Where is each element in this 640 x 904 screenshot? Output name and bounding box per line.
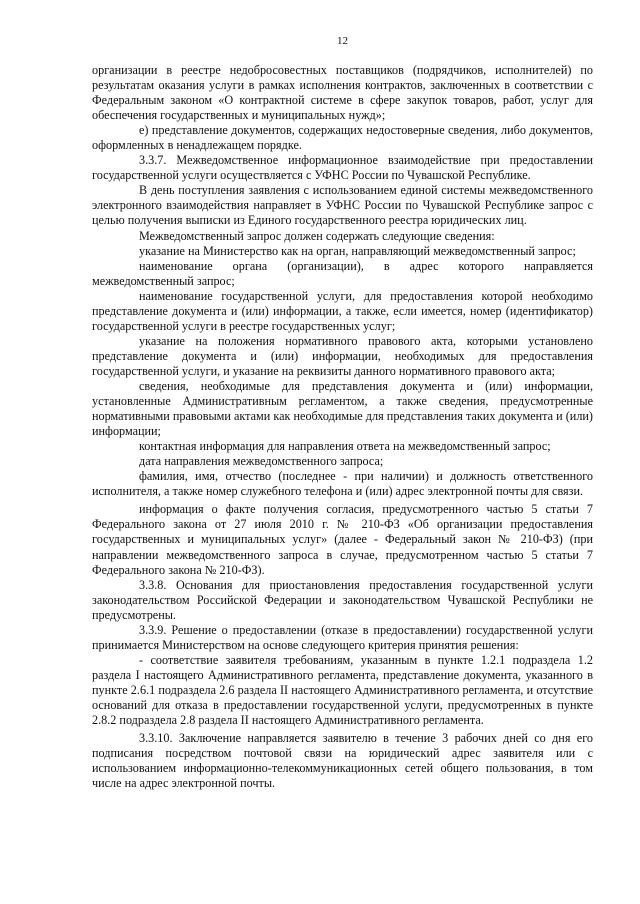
paragraph-list-date: дата направления межведомственного запроса; (139, 454, 384, 469)
paragraph-list-consent: информация о факте получения согласия, предусмотренного частью 5 статьи 7 Федерального закона от 27 июля 2010 г. № 210-ФЗ «Об организации предоставления государственных и муниципальных услуг» (далее - Федеральный закон № 210-ФЗ) (при направлении межведомственного запроса в случае, предусмотренном частью 5 статьи 7 Федерального закона № 210-ФЗ). (92, 502, 593, 577)
paragraph-list-service-name: наименование государственной услуги, для предоставления которой необходимо представление документа и (или) информации, а также, если имеется, номер (идентификатор) государственной услуги в реестре государственных услуг; (92, 288, 593, 333)
paragraph-3-3-7: 3.3.7. Межведомственное информационное взаимодействие при предоставлении государственной услуги осуществляется с УФНС России по Чувашской Республике. (92, 153, 593, 183)
page-number: 12 (337, 35, 348, 47)
paragraph-3-3-9: 3.3.9. Решение о предоставлении (отказе в предоставлении) государственной услуги принимается Министерством на основе следующего критерия принятия решения: (92, 622, 593, 652)
paragraph-list-ministry: указание на Министерство как на орган, направляющий межведомственный запрос; (139, 243, 576, 258)
paragraph-list-executor: фамилия, имя, отчество (последнее - при наличии) и должность ответственного исполнителя, а также номер служебного телефона и (или) адрес электронной почты для связи. (92, 469, 593, 499)
document-body (92, 63, 593, 791)
paragraph-list-legal-act: указание на положения нормативного правового акта, которыми установлено представление документа и (или) информации, необходимых для предоставления государственной услуги, и указание на реквизиты данного нормативного правового акта; (92, 333, 593, 378)
paragraph-list-organ: наименование органа (организации), в адрес которого направляется межведомственный запрос; (92, 258, 593, 288)
paragraph-request-contents: Межведомственный запрос должен содержать следующие сведения: (139, 228, 495, 243)
paragraph-continuation: организации в реестре недобросовестных поставщиков (подрядчиков, исполнителей) по результатам оказания услуги в рамках исполнения контрактов, заключенных в соответствии с Федеральным законом «О контрактной системе в сфере закупок товаров, работ, услуг для обеспечения государственных и муниципальных нужд»; (92, 63, 593, 123)
paragraph-3-3-10: 3.3.10. Заключение направляется заявителю в течение 3 рабочих дней со дня его подписания посредством почтовой связи на юридический адрес заявителя или с использованием информационно-телекоммуникационных сетей общего пользования, в том числе на адрес электронной почты. (92, 731, 593, 791)
paragraph-criteria: - соответствие заявителя требованиям, указанным в пункте 1.2.1 подраздела 1.2 раздела I настоящего Административного регламента, представление документа, указанного в пункте 2.6.1 подраздела 2.6 раздела II настоящего Административного регламента, и отсутствие оснований для отказа в предоставлении государственной услуги, предусмотренных в пункте 2.8.2 подраздела 2.8 раздела II настоящего Административного регламента. (92, 652, 593, 728)
paragraph-3-3-8: 3.3.8. Основания для приостановления предоставления государственной услуги законодательством Российской Федерации и законодательством Чувашской Республики не предусмотрены. (92, 577, 593, 622)
paragraph-item-e: е) представление документов, содержащих недостоверные сведения, либо документов, оформленных в ненадлежащем порядке. (92, 123, 593, 153)
paragraph-list-required-info: сведения, необходимые для представления документа и (или) информации, установленные Административным регламентом, а также сведения, предусмотренные нормативными правовыми актами как необходимые для представления таких документа и (или) информации; (92, 378, 593, 439)
paragraph-list-contact: контактная информация для направления ответа на межведомственный запрос; (139, 439, 551, 454)
paragraph-request-day: В день поступления заявления с использованием единой системы межведомственного электронного взаимодействия направляет в УФНС России по Чувашской Республике запрос с целью получения выписки из Единого государственного реестра юридических лиц. (92, 183, 593, 228)
